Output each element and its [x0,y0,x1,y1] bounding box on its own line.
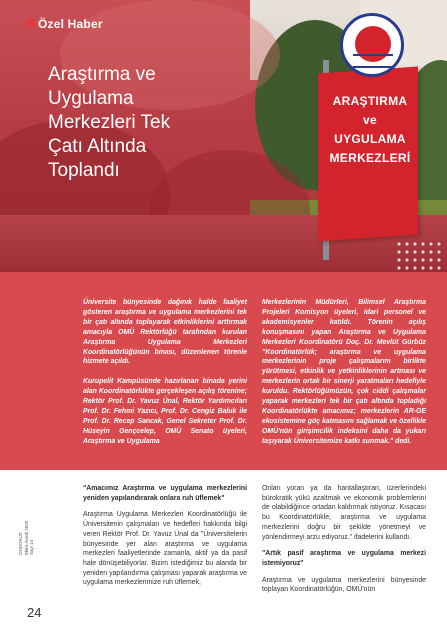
page-title [48,63,218,183]
intro-paragraph: Kurupelit Kampüsünde hazırlanan binada yerini alan Koordinatörlükte gerçekleşen açılış törenine; Rektör Prof. Dr. Yavuz Ünal, Rektör Yardımcıları Prof. Dr. Fehmi Yazıcı, Prof. Dr. Cengiz Baluk ile Prof. Dr. Recep Sancak, Genel Sekreter Prof. Dr. Hüseyin Gençcelep, OMÜ Senato üyeleri, Araştırma ve Uygulama [83,378,247,445]
logo-waves [353,54,393,68]
page-number: 24 [27,605,42,620]
sign-line: ve [363,113,377,127]
university-logo [340,13,404,77]
sign-line: ARAŞTIRMA [332,94,408,108]
sign-text [322,92,418,168]
subheading: "Amacımız Araştırma ve uygulama merkezlerini yeniden yapılandırarak onlara ruh üflemek" [83,485,247,502]
title-line: Uygulama [48,88,134,109]
body-paragraph: Araştırma Uygulama Merkezleri Koordinatörlüğü ile Üniversitenin çalışmaları ve hedefleri hakkında bilgi veren Rektör Prof. Dr. Yavuz Ünal da "Üniversitelerin bünyesinde yer alan araştırma ve uygulama merkezleri faaliyetlerinde zamanla, aktif ya da pasif hale dönüşebiliyorlar. Bizim istediğimiz bu alanda bir yeniden yapılandırma çalışması yaparak araştırma ve uygulama merkezlerimize ruh üflemek, [83,511,247,587]
issue-meta [18,495,35,555]
title-line: Toplandı [48,160,120,181]
body-paragraph: Araştırma ve uygulama merkezlerini bünyesinde toplayan Koordinatörlüğün, OMÜ'nün [262,576,426,594]
sign-line: MERKEZLERİ [329,151,411,165]
intro-column-left [83,298,247,457]
meta-line: Sayı 14 [29,539,34,555]
intro-paragraph: Üniversite bünyesinde dağınık halde faaliyet gösteren araştırma ve uygulama merkezlerini tek bir çatı altında toplayarak etkinliklerini arttırmak amacıyla OMÜ Rektörlüğü tarafından kurulan Araştırma Uygulama Merkezleri Koordinatörlüğünün binası, düzenlenen törenle hizmete açıldı. [83,299,247,366]
meta-line: ONDOKUZ [18,532,23,555]
intro-paragraph: Merkezlerinin Müdürleri, Bilimsel Araştırma Projeleri Komisyon üyeleri, idari personel ve akademisyenler katıldı. Törenin açılış konuşmasını yapan Araştırma ve Uygulama Merkezleri Koordinatörü Doç. Dr. Mevlüt Gürbüz "Koordinatörlük; araştırma ve uygulama merkezlerinin proje çalışmalarını birlikte yürütmesi, etkinlik ve yetkinliklerinin artması ve merkezlerin ortak bir sinerji yaratmaları hedefiyle kuruldu. Rektörlüğümüzün, çok ciddi çalışmalar yaparak merkezleri tek bir çatı altında topladığı Koordinatörlükte amacımız; merkezlerin AR-GE ekosistemine göç katmasını sağlamak ve özellikle OMÜ'nün girişimcilik indeksini daha da yukarı taşıyarak Üniversitemize katkı sunmak." dedi. [262,299,426,445]
subheading: "Artık pasif araştırma ve uygulama merkezi istemiyoruz" [262,550,426,567]
section-label: Özel Haber [38,17,103,31]
body-paragraph: Onları yoran ya da hantallaştıran, üzerlerindeki bürokratik yükü azaltmak ve ekonomik problemlerini de olabildiğince ortadan kaldırmak istiyoruz. Kısacası bu Koordinatörlükle, araştırma ve uygulama merkezlerini doğru bir şekilde yönetmeyi ve yönlendirmeyi arzu ediyoruz." ifadelerini kullandı. [262,485,426,541]
dot-pattern [395,240,443,270]
meta-line: Ekim-Aralık 2020 [23,520,29,555]
title-line: Çatı Altında [48,136,147,157]
section-marker [27,19,35,27]
intro-column-right [262,298,426,457]
title-line: Araştırma ve [48,64,156,85]
sign-line: UYGULAMA [334,132,406,146]
title-line: Merkezleri Tek [48,112,171,133]
body-column-right [262,484,426,602]
body-column-left [83,484,247,595]
